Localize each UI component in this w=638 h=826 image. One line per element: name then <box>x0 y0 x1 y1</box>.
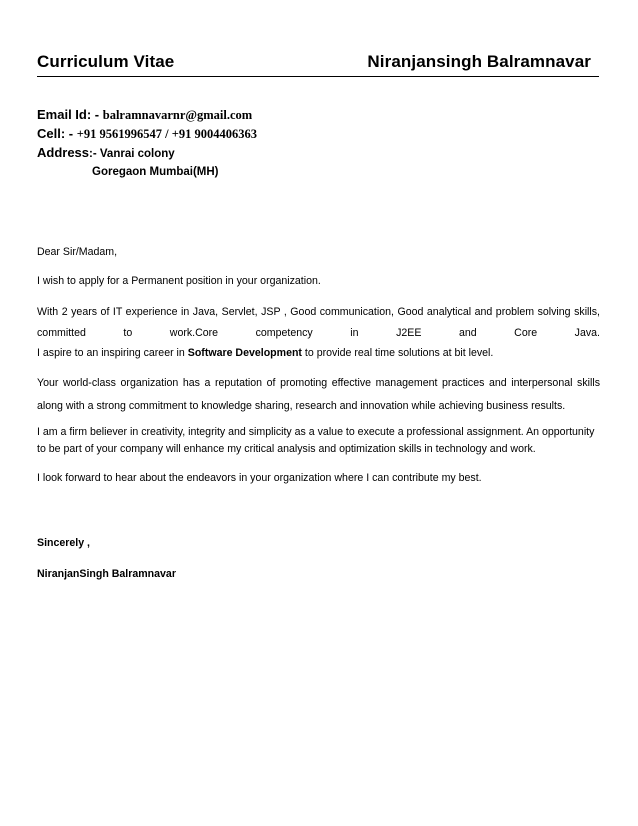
email-line <box>37 105 597 124</box>
address-label: Address <box>37 145 90 160</box>
document-title: Curriculum Vitae <box>37 52 175 71</box>
paragraph-closing: I look forward to hear about the endeavors in your organization where I can contribute my best. <box>37 472 482 484</box>
email-label: Email Id <box>37 107 87 122</box>
cover-letter <box>37 244 600 499</box>
cell-line <box>37 124 597 143</box>
paragraph-belief: I am a firm believer in creativity, integrity and simplicity as a value to execute a professional assignment. An opportunity to be part of your company will enhance my critical analysis and optimization skills in technology and work. <box>37 426 595 455</box>
address-separator: :- <box>89 148 100 160</box>
experience-line-2: committed to work.Core competency in J2EE and Core Java. <box>37 327 600 339</box>
sincerely: Sincerely , <box>37 537 90 549</box>
cell-value: +91 9561996547 / +91 9004406363 <box>76 127 257 141</box>
address-line-1: Vanrai colony <box>99 148 175 160</box>
address-line-2: Goregaon Mumbai(MH) <box>92 166 219 178</box>
header <box>37 52 599 77</box>
address-line-2-row <box>37 162 597 181</box>
paragraph-organization: Your world-class organization has a reputation of promoting effective management practices and interpersonal skills along with a strong commitment to knowledge sharing, research and innovation while achieving business results. <box>37 377 600 412</box>
experience-line-3 <box>37 344 600 363</box>
cell-separator: : - <box>60 126 77 141</box>
cell-label: Cell <box>37 126 61 141</box>
email-separator: : - <box>86 107 103 122</box>
experience-highlight: Software Development <box>187 347 302 359</box>
paragraph-intent: I wish to apply for a Permanent position in your organization. <box>37 275 321 287</box>
signature-name: NiranjanSingh Balramnavar <box>37 568 176 580</box>
paragraph-experience <box>37 302 600 363</box>
salutation: Dear Sir/Madam, <box>37 246 118 258</box>
email-value: balramnavarnr@gmail.com <box>102 108 253 122</box>
experience-line-3-post: to provide real time solutions at bit level. <box>301 347 494 359</box>
experience-line-3-pre: I aspire to an inspiring career in <box>37 347 188 359</box>
address-line <box>37 143 597 162</box>
applicant-name: Niranjansingh Balramnavar <box>367 52 591 71</box>
experience-line-1: With 2 years of IT experience in Java, Servlet, JSP , Good communication, Good analytical and problem solving skills, <box>37 306 600 318</box>
contact-block <box>37 105 597 181</box>
